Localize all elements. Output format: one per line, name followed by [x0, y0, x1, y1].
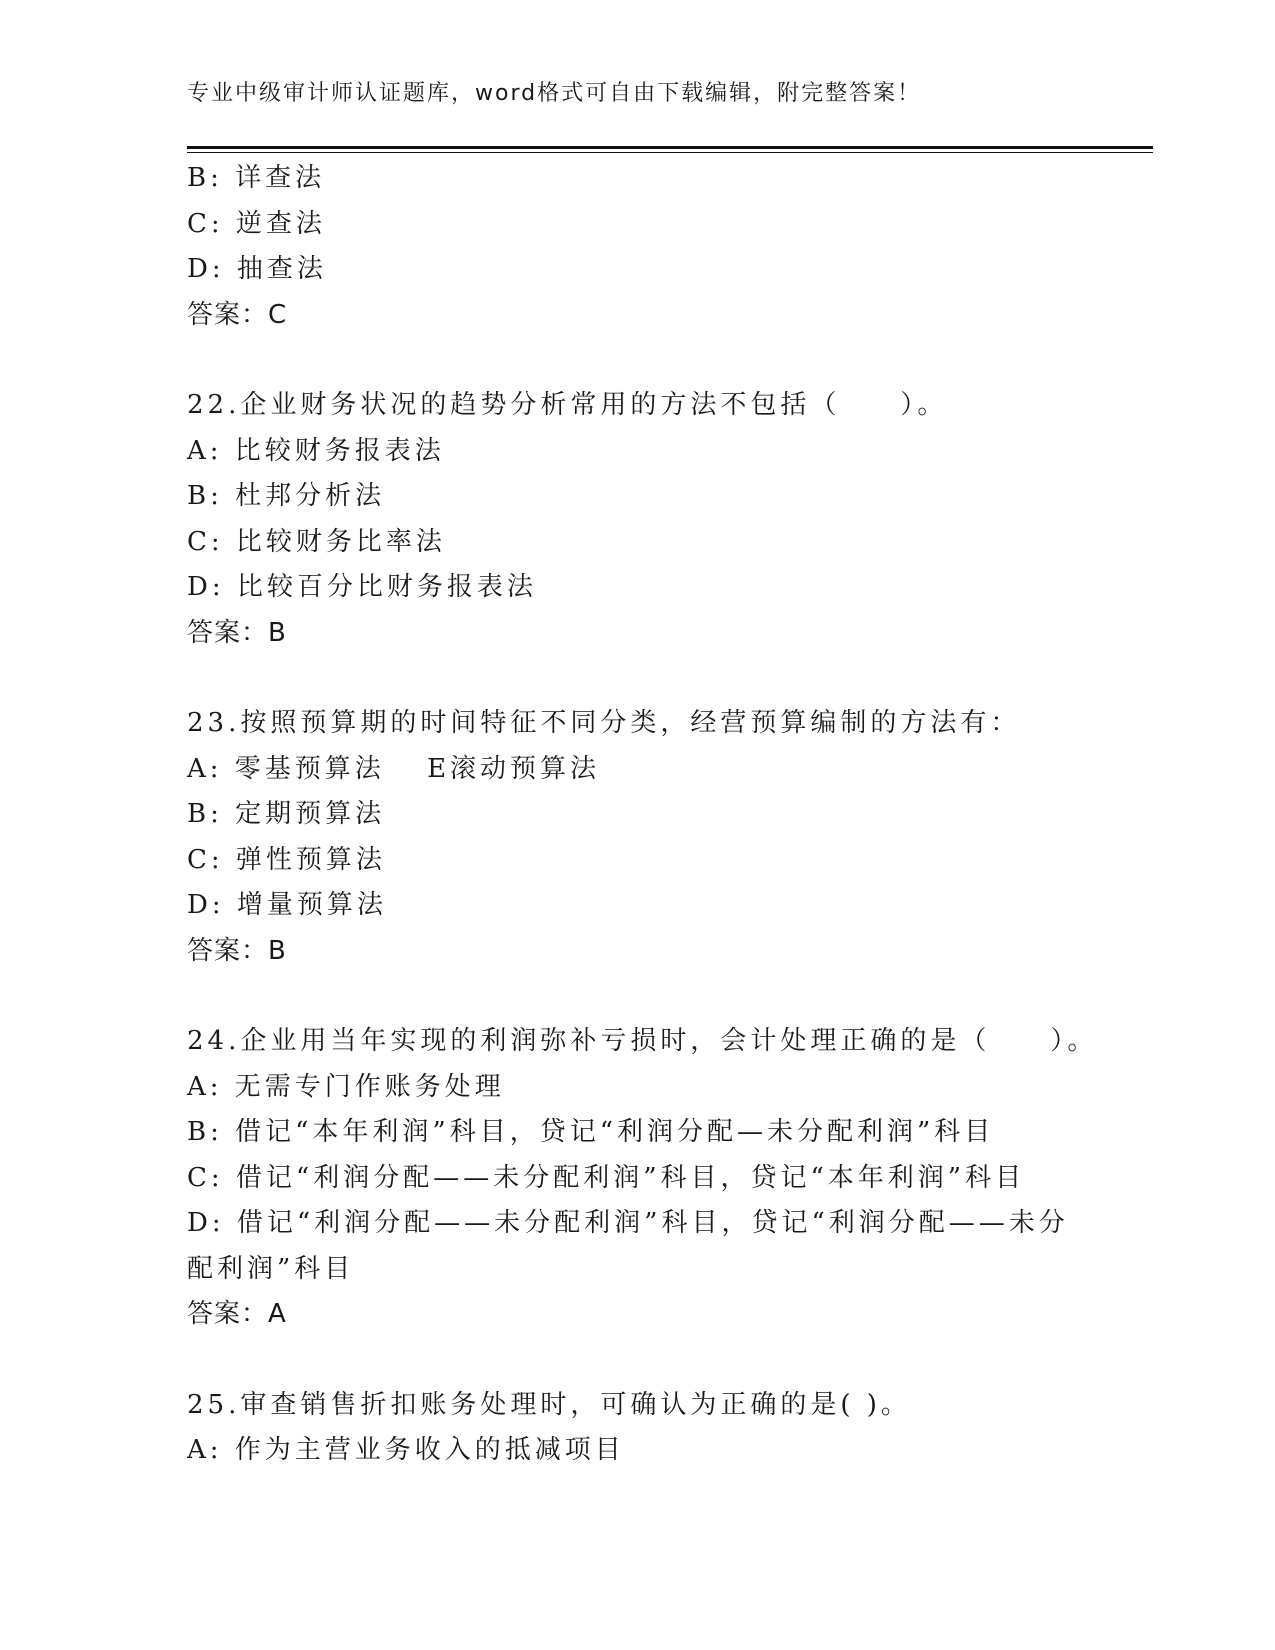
- question-23: [187, 701, 1087, 974]
- option: C: 逆查法: [187, 208, 326, 239]
- question-stem: 24.企业用当年实现的利润弥补亏损时，会计处理正确的是（ ）。: [187, 1026, 1098, 1056]
- question-21-continuation: [187, 156, 1087, 338]
- question-25: [187, 1383, 1087, 1474]
- option: B: 杜邦分析法: [187, 481, 386, 511]
- answer: 答案：B: [187, 935, 287, 966]
- option: C: 借记“利润分配——未分配利润”科目，贷记“本年利润”科目: [187, 1162, 1026, 1193]
- answer: 答案：C: [187, 299, 288, 330]
- question-24: [187, 1019, 1098, 1338]
- option: A: 无需专门作账务处理: [187, 1071, 505, 1102]
- question-stem: 22.企业财务状况的趋势分析常用的方法不包括（ ）。: [187, 390, 948, 420]
- answer: 答案：A: [187, 1299, 287, 1329]
- option: D: 增量预算法: [187, 890, 387, 920]
- option: C: 弹性预算法: [187, 844, 386, 875]
- option: C: 比较财务比率法: [187, 526, 446, 557]
- option: B: 借记“本年利润”科目，贷记“利润分配—未分配利润”科目: [187, 1117, 995, 1147]
- page-header: 专业中级审计师认证题库，word格式可自由下载编辑，附完整答案！: [187, 81, 922, 106]
- question-22: [187, 383, 1087, 656]
- option: B: 定期预算法: [187, 799, 386, 829]
- answer: 答案：B: [187, 617, 287, 648]
- header-rule-thin: [187, 152, 1153, 153]
- option: B: 详查法: [187, 163, 326, 193]
- header-rule-thick: [187, 146, 1153, 149]
- option: D: 比较百分比财务报表法: [187, 572, 537, 602]
- question-stem: 25.审查销售折扣账务处理时，可确认为正确的是( )。: [187, 1389, 911, 1420]
- question-stem: 23.按照预算期的时间特征不同分类，经营预算编制的方法有：: [187, 708, 1021, 738]
- question-list: [187, 156, 1098, 1474]
- option: D: 抽查法: [187, 254, 327, 284]
- option: D: 借记“利润分配——未分配利润”科目，贷记“利润分配——未分配利润”科目: [187, 1208, 1069, 1284]
- option: A: 比较财务报表法: [187, 435, 445, 466]
- option: A: 零基预算法 E滚动预算法: [187, 753, 601, 784]
- option: A: 作为主营业务收入的抵减项目: [187, 1435, 625, 1465]
